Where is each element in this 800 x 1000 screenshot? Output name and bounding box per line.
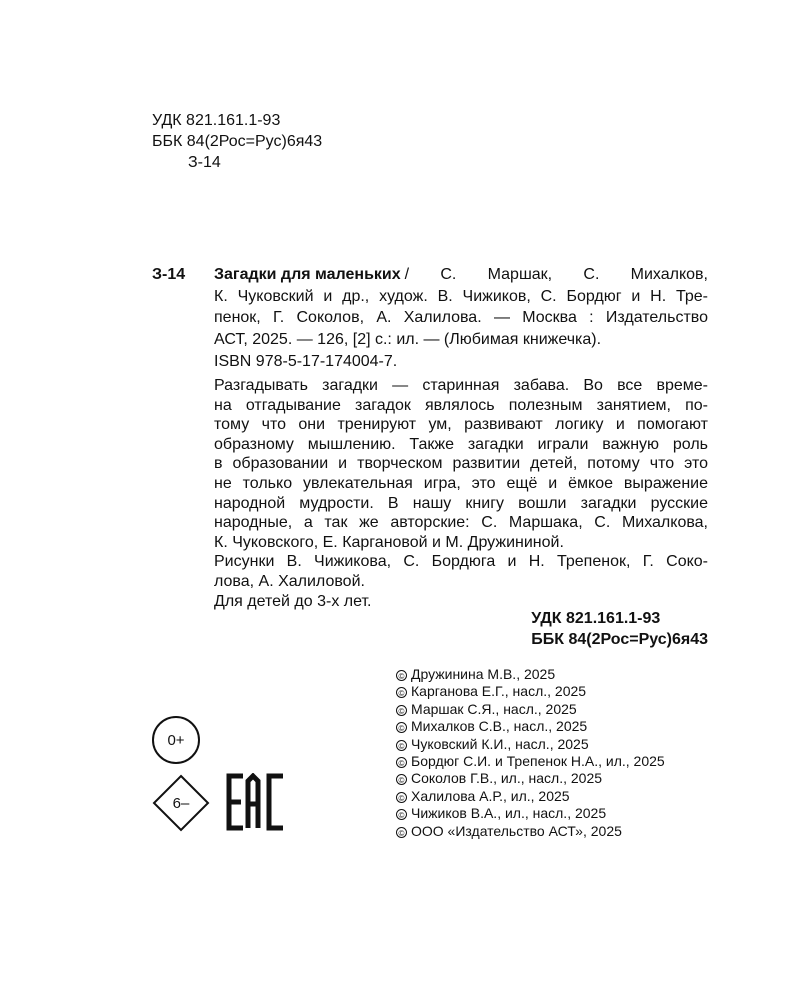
annotation-line: Разгадывать загадки — старинная забава. Во все време- — [214, 377, 708, 394]
book-title: Загадки для маленьких — [214, 266, 401, 283]
bbk-code-bold: ББК 84(2Рос=Рус)6я43 — [531, 631, 708, 648]
author-mark: З-14 — [188, 154, 221, 171]
copyright-item — [396, 701, 665, 718]
bib-line-1 — [152, 264, 708, 286]
copyright-item — [396, 753, 665, 770]
copyright-item — [396, 770, 665, 787]
eac-logo-icon — [226, 773, 288, 831]
eac-logo-shape — [226, 773, 288, 831]
bbk-code: ББК 84(2Рос=Рус)6я43 — [152, 133, 323, 150]
copyright-item — [396, 736, 665, 753]
age-rating-circle-icon — [152, 716, 200, 764]
copyright-item — [396, 718, 665, 735]
annotation-line: народные, а так же авторские: С. Маршака, С. Михалкова, — [214, 514, 708, 532]
copyright-item — [396, 823, 665, 840]
udk-code: УДК 821.161.1-93 — [152, 112, 281, 129]
udk-code-bold: УДК 821.161.1-93 — [531, 610, 661, 627]
copyright-item — [396, 788, 665, 805]
bibliographic-description — [152, 264, 708, 373]
copyright-icon: © — [396, 809, 407, 820]
right-classification-codes — [531, 608, 708, 650]
copyright-icon: © — [396, 774, 407, 785]
copyright-icon: © — [396, 687, 407, 698]
annotation-line: образному мышлению. Также загадки играли важную роль — [214, 435, 708, 453]
bib-line-4: АСТ, 2025. — 126, [2] с.: ил. — (Любимая книжечка). — [214, 330, 602, 348]
copyright-text: Дружинина М.В., 2025 — [411, 666, 556, 682]
annotation-line: на отгадывание загадок являлось полезным занятием, по- — [214, 396, 708, 414]
copyright-icon: © — [396, 757, 407, 768]
bib-code-mark: З-14 — [152, 266, 186, 283]
copyright-icon: © — [396, 722, 407, 733]
copyright-list — [396, 666, 665, 840]
copyright-icon: © — [396, 792, 407, 803]
copyright-icon: © — [396, 827, 407, 838]
bib-line-3: пенок, Г. Соколов, А. Халилова. — Москва : Издательство — [214, 309, 708, 326]
bib-line-2: К. Чуковский и др., худож. В. Чижиков, С. Бордюг и Н. Тре- — [214, 287, 708, 305]
annotation — [214, 376, 708, 611]
illustrations-line: лова, А. Халиловой. — [214, 572, 365, 590]
copyright-text: Маршак С.Я., насл., 2025 — [411, 700, 577, 717]
illustrations-line: Рисунки В. Чижикова, С. Бордюга и Н. Трепенок, Г. Соко- — [214, 553, 708, 571]
top-classification-codes — [152, 110, 322, 173]
copyright-icon: © — [396, 740, 407, 751]
copyright-text: Халилова А.Р., ил., 2025 — [411, 787, 570, 804]
age-rating-circle-label: 0+ — [167, 731, 185, 749]
copyright-text: Бордюг С.И. и Трепенок Н.А., ил., 2025 — [411, 753, 665, 770]
bib-authors: / С. Маршак, С. Михалков, — [404, 266, 708, 283]
copyright-icon: © — [396, 670, 407, 681]
age-note: Для детей до 3-х лет. — [214, 592, 372, 610]
copyright-text: ООО «Издательство АСТ», 2025 — [411, 822, 622, 839]
annotation-line: народной мудрости. В нашу книгу вошли загадки русские — [214, 494, 708, 512]
copyright-item — [396, 683, 665, 700]
annotation-line: в образовании и творческом развитии детей, потому что это — [214, 455, 708, 473]
annotation-line: К. Чуковского, Е. Каргановой и М. Дружининой. — [214, 533, 564, 551]
copyright-text: Михалков С.В., насл., 2025 — [411, 718, 588, 735]
age-rating-diamond-label: 6– — [172, 794, 190, 812]
copyright-text: Чижиков В.А., ил., насл., 2025 — [411, 805, 607, 822]
copyright-item — [396, 805, 665, 822]
copyright-text: Чуковский К.И., насл., 2025 — [411, 735, 589, 752]
copyright-text: Карганова Е.Г., насл., 2025 — [411, 683, 587, 700]
copyright-item — [396, 666, 665, 683]
isbn: ISBN 978-5-17-174004-7. — [214, 353, 398, 370]
annotation-line: тому что они тренируют ум, развивают логику и помогают — [214, 416, 708, 434]
annotation-line: не только увлекательная игра, это ещё и ёмкое выражение — [214, 474, 708, 492]
copyright-text: Соколов Г.В., ил., насл., 2025 — [411, 770, 603, 787]
copyright-icon: © — [396, 705, 407, 716]
age-rating-diamond-icon — [152, 774, 210, 832]
